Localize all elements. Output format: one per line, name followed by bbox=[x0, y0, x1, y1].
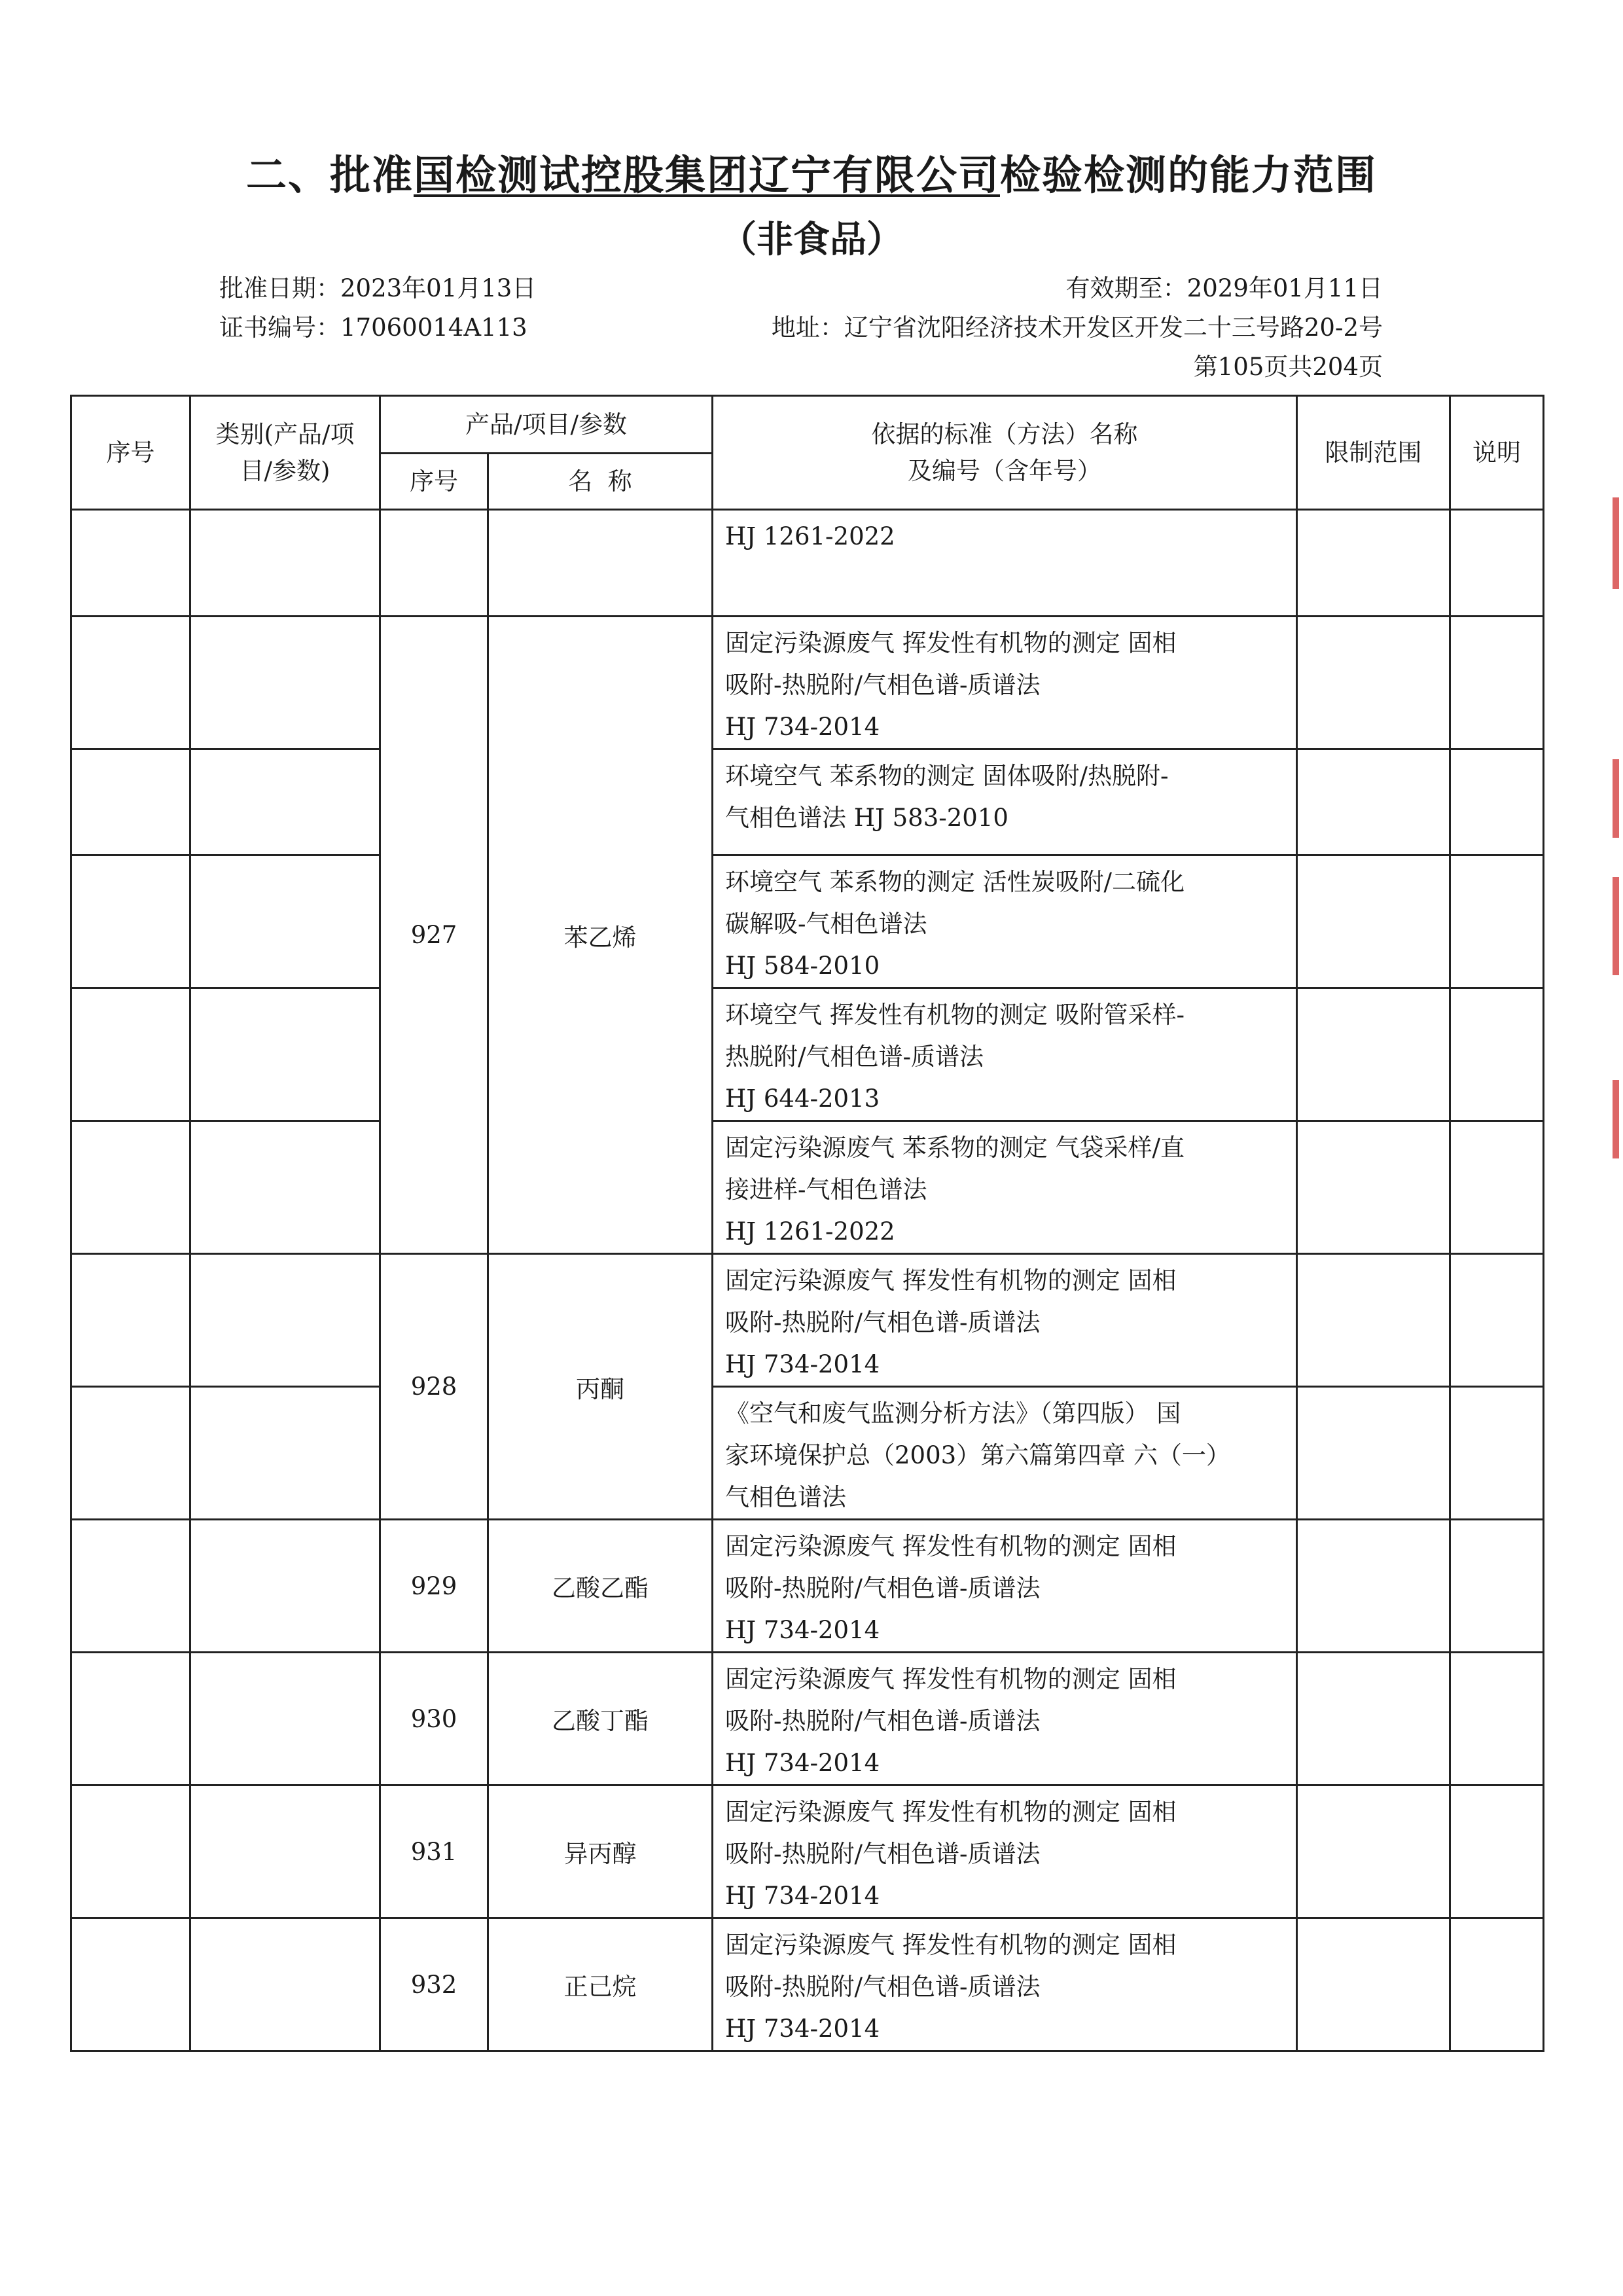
table-row bbox=[71, 1121, 1544, 1254]
note-cell bbox=[1450, 1121, 1544, 1254]
standard-line: HJ 734-2014 bbox=[725, 1749, 880, 1777]
category-cell bbox=[190, 1520, 380, 1653]
item-name-cell: 苯乙烯 bbox=[488, 617, 713, 1254]
standard-line: 吸附-热脱附/气相色谱-质谱法 bbox=[725, 1840, 1041, 1868]
title-suffix: 检验检测的能力范围 bbox=[1000, 151, 1378, 199]
seal-edge-mark bbox=[1613, 759, 1619, 838]
category-cell bbox=[190, 1653, 380, 1785]
standard-line: 固定污染源废气 挥发性有机物的测定 固相 bbox=[725, 629, 1177, 657]
standard-line: 固定污染源废气 挥发性有机物的测定 固相 bbox=[725, 1532, 1177, 1560]
standard-line: 吸附-热脱附/气相色谱-质谱法 bbox=[725, 671, 1041, 699]
item-name-cell: 正己烷 bbox=[488, 1918, 713, 2051]
item-no-cell: 932 bbox=[380, 1918, 488, 2051]
table-row bbox=[71, 1785, 1544, 1918]
seq-cell bbox=[71, 1785, 190, 1918]
limit-cell bbox=[1297, 617, 1450, 749]
standard-cell bbox=[713, 617, 1297, 749]
seq-cell bbox=[71, 1918, 190, 2051]
item-no-cell: 931 bbox=[380, 1785, 488, 1918]
page-title bbox=[0, 143, 1623, 201]
header-standard-line2: 及编号（含年号） bbox=[908, 456, 1101, 485]
table-row bbox=[71, 1918, 1544, 2051]
item-name-cell: 丙酮 bbox=[488, 1254, 713, 1520]
item-name-cell: 异丙醇 bbox=[488, 1785, 713, 1918]
category-cell bbox=[190, 1121, 380, 1254]
certificate-number: 证书编号：17060014A113 bbox=[219, 314, 527, 342]
item-name-cell bbox=[488, 510, 713, 617]
standard-line: 热脱附/气相色谱-质谱法 bbox=[725, 1043, 984, 1071]
table-row bbox=[71, 1387, 1544, 1520]
seq-cell bbox=[71, 617, 190, 749]
seq-cell bbox=[71, 1387, 190, 1520]
item-no-cell: 930 bbox=[380, 1653, 488, 1785]
standard-cell bbox=[713, 1918, 1297, 2051]
title-organization: 国检测试控股集团辽宁有限公司 bbox=[413, 151, 1000, 199]
standard-cell bbox=[713, 510, 1297, 617]
standard-cell bbox=[713, 1520, 1297, 1653]
note-cell bbox=[1450, 988, 1544, 1121]
limit-cell bbox=[1297, 1653, 1450, 1785]
standard-line: 固定污染源废气 苯系物的测定 气袋采样/直 bbox=[725, 1134, 1185, 1162]
header-category: 类别(产品/项目/参数) bbox=[190, 396, 380, 510]
note-cell bbox=[1450, 617, 1544, 749]
standard-line: 固定污染源废气 挥发性有机物的测定 固相 bbox=[725, 1665, 1177, 1693]
standard-line: HJ 1261-2022 bbox=[725, 1217, 895, 1246]
note-cell bbox=[1450, 1254, 1544, 1387]
seq-cell bbox=[71, 1653, 190, 1785]
standard-cell bbox=[713, 1254, 1297, 1387]
table-header bbox=[71, 396, 1544, 510]
address: 地址：辽宁省沈阳经济技术开发区开发二十三号路20-2号 bbox=[771, 314, 1383, 342]
note-cell bbox=[1450, 749, 1544, 855]
seal-edge-mark bbox=[1613, 497, 1619, 589]
standard-line: 固定污染源废气 挥发性有机物的测定 固相 bbox=[725, 1266, 1177, 1295]
page-info: 第105页共204页 bbox=[1193, 353, 1383, 381]
standard-line: HJ 1261-2022 bbox=[725, 522, 895, 550]
table-row bbox=[71, 749, 1544, 855]
table-row bbox=[71, 988, 1544, 1121]
seq-cell bbox=[71, 1520, 190, 1653]
standard-line: 固定污染源废气 挥发性有机物的测定 固相 bbox=[725, 1798, 1177, 1826]
standard-line: 环境空气 苯系物的测定 固体吸附/热脱附- bbox=[725, 762, 1169, 790]
standard-cell bbox=[713, 749, 1297, 855]
header-standard-line1: 依据的标准（方法）名称 bbox=[871, 420, 1138, 448]
table-row bbox=[71, 1653, 1544, 1785]
item-name-cell: 乙酸丁酯 bbox=[488, 1653, 713, 1785]
item-no-cell: 928 bbox=[380, 1254, 488, 1520]
header-standard bbox=[713, 396, 1297, 510]
table-body bbox=[71, 510, 1544, 2051]
category-cell bbox=[190, 1918, 380, 2051]
note-cell bbox=[1450, 510, 1544, 617]
note-cell bbox=[1450, 1387, 1544, 1520]
page-subtitle: （非食品） bbox=[720, 219, 903, 261]
header-sub-name: 名 称 bbox=[488, 454, 713, 510]
limit-cell bbox=[1297, 510, 1450, 617]
table-row bbox=[71, 1520, 1544, 1653]
standard-line: 环境空气 挥发性有机物的测定 吸附管采样- bbox=[725, 1001, 1185, 1029]
seal-edge-mark bbox=[1613, 877, 1619, 975]
standard-cell bbox=[713, 988, 1297, 1121]
limit-cell bbox=[1297, 1254, 1450, 1387]
standard-line: 吸附-热脱附/气相色谱-质谱法 bbox=[725, 1707, 1041, 1735]
category-cell bbox=[190, 617, 380, 749]
header-product-group: 产品/项目/参数 bbox=[380, 396, 713, 454]
title-prefix: 二、批准 bbox=[245, 151, 414, 199]
item-no-cell: 927 bbox=[380, 617, 488, 1254]
standard-line: 气相色谱法 HJ 583-2010 bbox=[725, 804, 1008, 832]
seal-edge-mark bbox=[1613, 1080, 1619, 1158]
limit-cell bbox=[1297, 1785, 1450, 1918]
standard-line: 吸附-热脱附/气相色谱-质谱法 bbox=[725, 1308, 1041, 1336]
approval-date: 批准日期：2023年01月13日 bbox=[219, 274, 537, 302]
note-cell bbox=[1450, 855, 1544, 988]
capability-table bbox=[70, 395, 1544, 2052]
seq-cell bbox=[71, 988, 190, 1121]
limit-cell bbox=[1297, 855, 1450, 988]
limit-cell bbox=[1297, 988, 1450, 1121]
standard-line: 碳解吸-气相色谱法 bbox=[725, 910, 927, 938]
standard-line: 气相色谱法 bbox=[725, 1483, 846, 1511]
header-sub-seq: 序号 bbox=[380, 454, 488, 510]
standard-line: HJ 734-2014 bbox=[725, 2015, 880, 2043]
limit-cell bbox=[1297, 1121, 1450, 1254]
standard-cell bbox=[713, 855, 1297, 988]
standard-line: HJ 584-2010 bbox=[725, 952, 880, 980]
note-cell bbox=[1450, 1520, 1544, 1653]
note-cell bbox=[1450, 1918, 1544, 2051]
category-cell bbox=[190, 1254, 380, 1387]
category-cell bbox=[190, 855, 380, 988]
item-name-cell: 乙酸乙酯 bbox=[488, 1520, 713, 1653]
note-cell bbox=[1450, 1785, 1544, 1918]
seq-cell bbox=[71, 749, 190, 855]
category-cell bbox=[190, 988, 380, 1121]
header-seq: 序号 bbox=[71, 396, 190, 510]
standard-line: 固定污染源废气 挥发性有机物的测定 固相 bbox=[725, 1931, 1177, 1959]
standard-line: HJ 734-2014 bbox=[725, 1882, 880, 1910]
table-row bbox=[71, 617, 1544, 749]
seq-cell bbox=[71, 855, 190, 988]
standard-line: 《空气和废气监测分析方法》（第四版） 国 bbox=[725, 1399, 1181, 1427]
note-cell bbox=[1450, 1653, 1544, 1785]
standard-line: 家环境保护总（2003）第六篇第四章 六（一） bbox=[725, 1441, 1230, 1469]
table-row bbox=[71, 510, 1544, 617]
standard-line: 吸附-热脱附/气相色谱-质谱法 bbox=[725, 1973, 1041, 2001]
standard-line: HJ 644-2013 bbox=[725, 1085, 880, 1113]
standard-line: 接进样-气相色谱法 bbox=[725, 1175, 927, 1204]
category-cell bbox=[190, 1785, 380, 1918]
category-cell bbox=[190, 510, 380, 617]
standard-line: 环境空气 苯系物的测定 活性炭吸附/二硫化 bbox=[725, 868, 1185, 896]
limit-cell bbox=[1297, 1520, 1450, 1653]
valid-until: 有效期至：2029年01月11日 bbox=[1065, 274, 1383, 302]
table-row bbox=[71, 1254, 1544, 1387]
seq-cell bbox=[71, 1121, 190, 1254]
standard-line: HJ 734-2014 bbox=[725, 1350, 880, 1378]
standard-cell bbox=[713, 1785, 1297, 1918]
header-note: 说明 bbox=[1450, 396, 1544, 510]
standard-line: HJ 734-2014 bbox=[725, 713, 880, 741]
standard-cell bbox=[713, 1387, 1297, 1520]
standard-cell bbox=[713, 1121, 1297, 1254]
item-no-cell bbox=[380, 510, 488, 617]
seq-cell bbox=[71, 510, 190, 617]
seq-cell bbox=[71, 1254, 190, 1387]
standard-line: HJ 734-2014 bbox=[725, 1616, 880, 1644]
limit-cell bbox=[1297, 749, 1450, 855]
table-row bbox=[71, 855, 1544, 988]
limit-cell bbox=[1297, 1387, 1450, 1520]
category-cell bbox=[190, 749, 380, 855]
header-limit: 限制范围 bbox=[1297, 396, 1450, 510]
item-no-cell: 929 bbox=[380, 1520, 488, 1653]
standard-cell bbox=[713, 1653, 1297, 1785]
category-cell bbox=[190, 1387, 380, 1520]
limit-cell bbox=[1297, 1918, 1450, 2051]
standard-line: 吸附-热脱附/气相色谱-质谱法 bbox=[725, 1574, 1041, 1602]
